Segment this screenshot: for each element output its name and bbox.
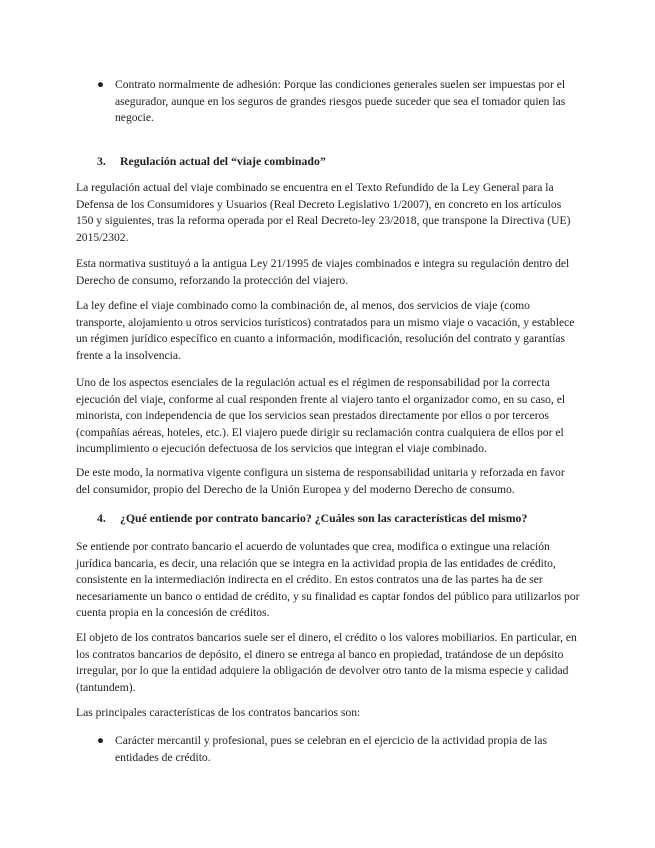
paragraph: Uno de los aspectos esenciales de la regulación actual es el régimen de responsabilidad por la correcta ejecución del viaje, conforme al cual responden frente al viajero tanto el organizador como, en su caso, el minorista, con independencia de que los servicios sean prestados directamente por ellos o por terceros (compañías aéreas, hoteles, etc.). El viajero puede dirigir su reclamación contra cualquiera de ellos por el incumplimiento o ejecución defectuosa de los servicios que integran el viaje combinado. (76, 376, 566, 455)
paragraph: El objeto de los contratos bancarios suele ser el dinero, el crédito o los valores mobiliarios. En particular, en los contratos bancarios de depósito, el dinero se entrega al banco en propiedad, tratándose de un depósito irregular, por lo que la entidad adquiere la obligación de devolver otro tanto de la misma especie y calidad (tantundem). (76, 631, 577, 694)
section-number: 4. (97, 511, 106, 525)
paragraph: Se entiende por contrato bancario el acuerdo de voluntades que crea, modifica o extingue una relación jurídica bancaria, es decir, una relación que se integra en la actividad propia de las entidades de crédito, consistente en la intermediación indirecta en el crédito. En estos contratos una de las partes ha de ser necesariamente un banco o entidad de crédito, y su finalidad es captar fondos del público para utilizarlos por cuenta propia en la concesión de créditos. (76, 540, 580, 619)
bullet-text: Carácter mercantil y profesional, pues se celebran en el ejercicio de la actividad propia de las entidades de crédito. (115, 734, 547, 764)
bullet-text: Contrato normalmente de adhesión: Porque las condiciones generales suelen ser impuestas por el asegurador, aunque en los seguros de grandes riesgos puede suceder que sea el tomador quien las negocie. (115, 78, 566, 124)
paragraph: Esta normativa sustituyó a la antigua Ley 21/1995 de viajes combinados e integra su regulación dentro del Derecho de consumo, reforzando la protección del viajero. (76, 257, 570, 287)
section-title: Regulación actual del “viaje combinado” (119, 154, 326, 168)
paragraph: La ley define el viaje combinado como la combinación de, al menos, dos servicios de viaje (como transporte, alojamiento u otros servicios turísticos) contratados para un mismo viaje o vacación, y establece un régimen jurídico específico en cuanto a información, modificación, resolución del contrato y garantías frente a la insolvencia. (76, 299, 575, 362)
section-heading (97, 153, 326, 169)
paragraph: De este modo, la normativa vigente configura un sistema de responsabilidad unitaria y reforzada en favor del consumidor, propio del Derecho de la Unión Europea y del moderno Derecho de consumo. (76, 466, 565, 496)
bullet-icon: ● (97, 734, 105, 747)
section-title: ¿Qué entiende por contrato bancario? ¿Cuáles son las características del mismo? (119, 511, 528, 525)
section-number: 3. (97, 154, 106, 168)
section-heading (97, 510, 527, 526)
paragraph: La regulación actual del viaje combinado se encuentra en el Texto Refundido de la Ley General para la Defensa de los Consumidores y Usuarios (Real Decreto Legislativo 1/2007), en concreto en los artículos 150 y siguientes, tras la reforma operada por el Real Decreto-ley 23/2018, que transpone la Directiva (UE) 2015/2302. (76, 181, 571, 244)
bullet-icon: ● (97, 78, 105, 91)
paragraph: Las principales características de los contratos bancarios son: (76, 706, 361, 719)
